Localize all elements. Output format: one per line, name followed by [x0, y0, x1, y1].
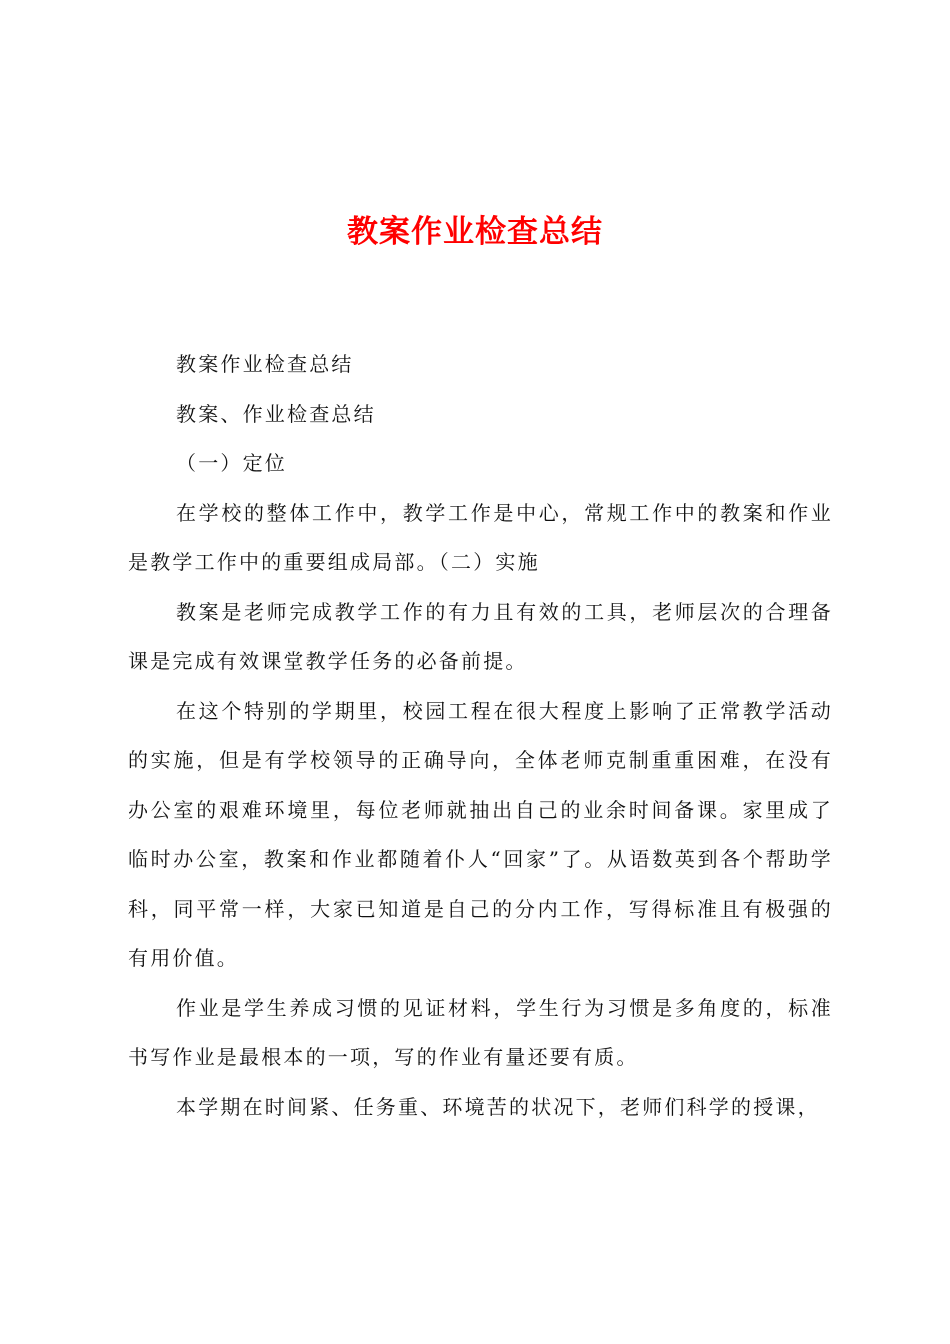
paragraph: 在这个特别的学期里，校园工程在很大程度上影响了正常教学活动的实施，但是有学校领导的正确导向，全体老师克制重重困难，在没有办公室的艰难环境里，每位老师就抽出自己的业余时间备课。家里成了临时办公室，教案和作业都随着仆人“回家”了。从语数英到各个帮助学科，同平常一样，大家已知道是自己的分内工作，写得标准且有极强的有用价值。 [128, 698, 833, 970]
paragraph: 作业是学生养成习惯的见证材料，学生行为习惯是多角度的，标准书写作业是最根本的一项，写的作业有量还要有质。 [128, 995, 833, 1069]
document-title: 教案作业检查总结 [347, 214, 603, 250]
paragraph: 在学校的整体工作中，教学工作是中心，常规工作中的教案和作业是教学工作中的重要组成局部。（二）实施 [128, 500, 833, 574]
paragraph-heading: 教案、作业检查总结 [176, 401, 376, 426]
paragraph: 教案是老师完成教学工作的有力且有效的工具，老师层次的合理备课是完成有效课堂教学任务的必备前提。 [128, 599, 833, 673]
document-body [128, 340, 833, 1132]
paragraph-section-positioning: （一）定位 [176, 451, 287, 475]
paragraph: 本学期在时间紧、任务重、环境苦的状况下，老师们科学的授课， [176, 1094, 820, 1119]
paragraph-subtitle: 教案作业检查总结 [176, 352, 354, 376]
